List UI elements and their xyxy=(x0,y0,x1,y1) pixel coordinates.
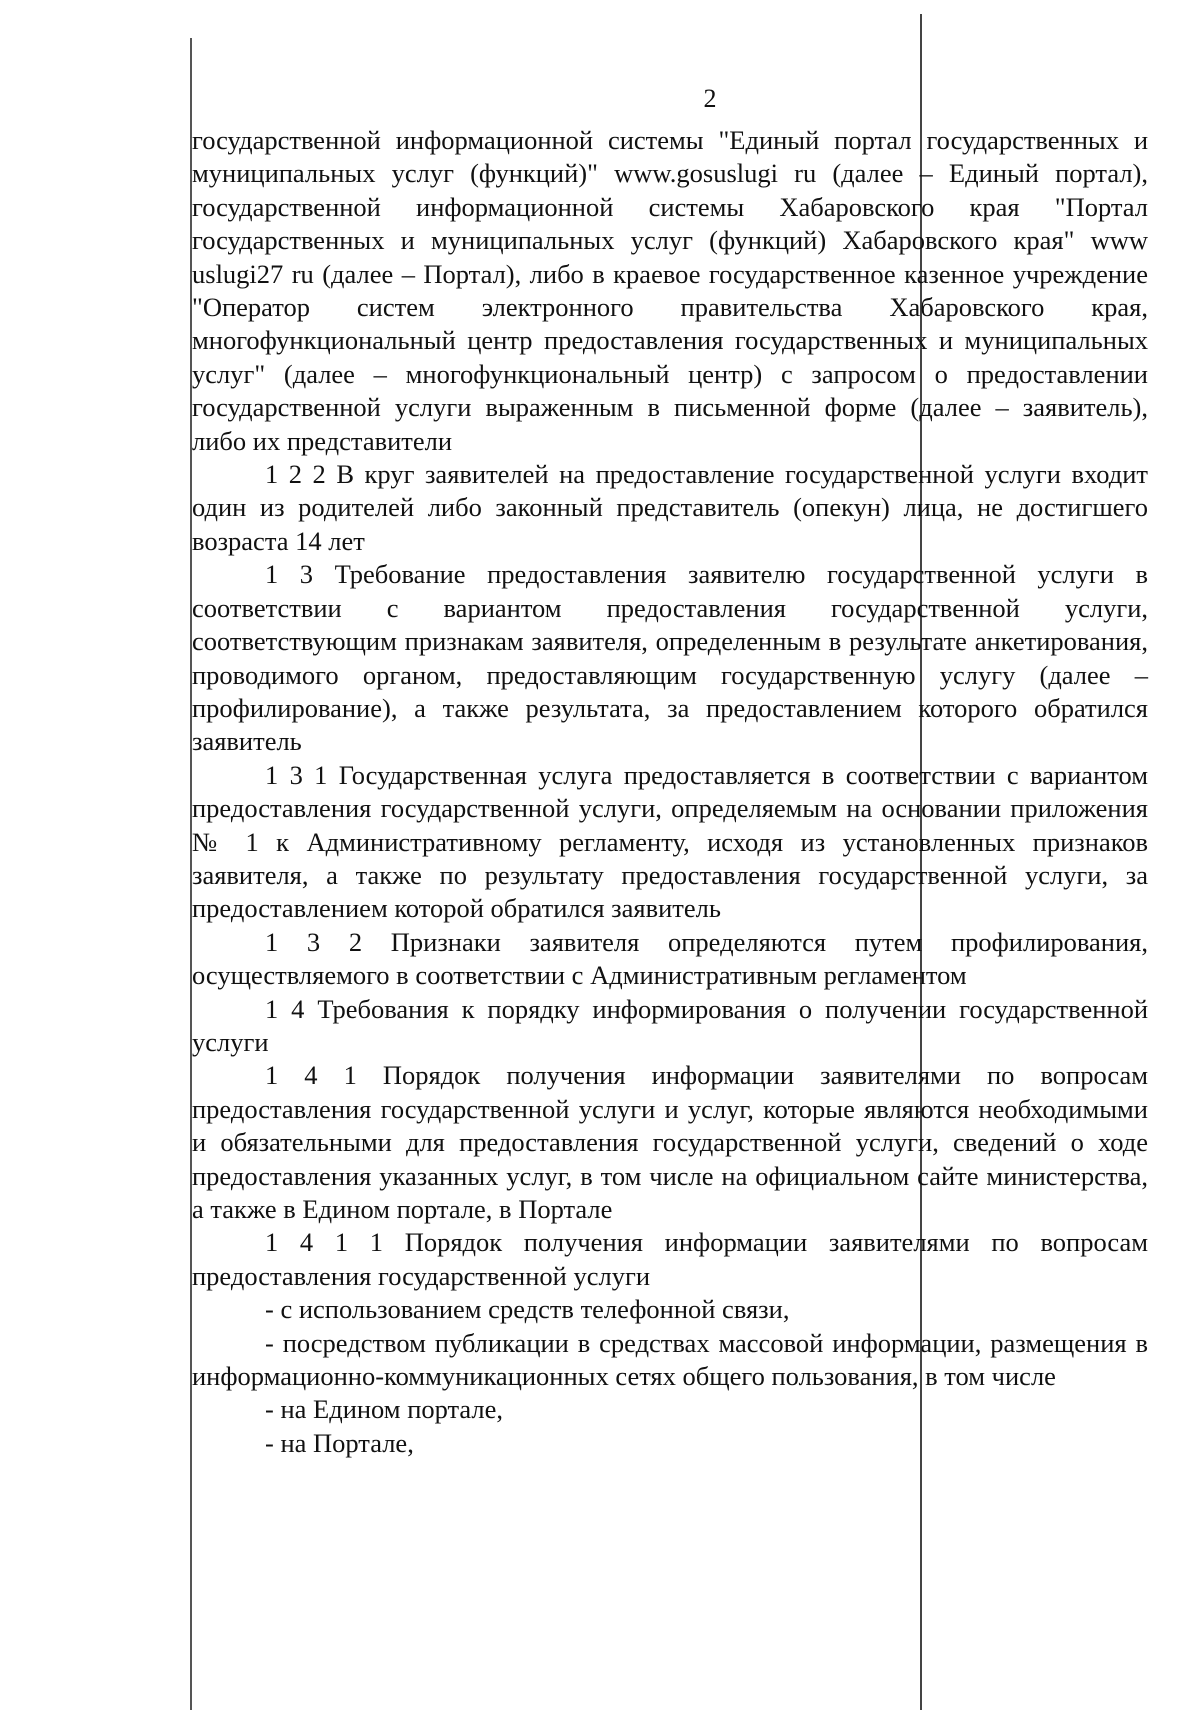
paragraph-1-3-2: 1 3 2 Признаки заявителя определяются путем профилирования, осуществляемого в соответствии с Административным регламентом xyxy=(192,926,1148,991)
paragraph-1-4-1: 1 4 1 Порядок получения информации заявителями по вопросам предоставления государственной услуги и услуг, которые являются необходимыми и обязательными для предоставления государственной услуги, сведений о ходе предоставления указанных услуг, в том числе на официальном сайте министерства, а также в Едином портале, в Портале xyxy=(192,1060,1148,1224)
list-item-portal: - на Портале, xyxy=(265,1427,414,1458)
paragraph-1-3-1: 1 3 1 Государственная услуга предоставляется в соответствии с вариантом предоставления государственной услуги, определяемым на основании приложения № 1 к Административному регламенту, исходя из установленных признаков заявителя, а также по результату предоставления государственной услуги, за предоставлением которой обратился заявитель xyxy=(192,759,1148,924)
list-item-media: - посредством публикации в средствах массовой информации, размещения в информационно-коммуникационных сетях общего пользования, в том числе xyxy=(192,1327,1148,1392)
paragraph-1-3: 1 3 Требование предоставления заявителю государственной услуги в соответствии с вариантом предоставления государственной услуги, соответствующим признакам заявителя, определенным в результате анкетирования, проводимого органом, предоставляющим государственную услугу (далее – профилирование), а также результата, за предоставлением которого обратился заявитель xyxy=(192,559,1148,757)
paragraph-1-2-2: 1 2 2 В круг заявителей на предоставление государственной услуги входит один из родителей либо законный представитель (опекун) лица, не достигшего возраста 14 лет xyxy=(192,459,1148,556)
paragraph-1-4: 1 4 Требования к порядку информирования о получении государственной услуги xyxy=(192,993,1148,1057)
paragraph-intro: государственной информационной системы "Единый портал государственных и муниципальных услуг (функций)" www.gosuslugi ru (далее – Единый портал), государственной информационной системы Хабаровского края "Портал государственных и муниципальных услуг (функций) Хабаровского края" www uslugi27 ru (далее – Портал), либо в краевое государственное казенное учреждение "Оператор систем электронного правительства Хабаровского края, многофункциональный центр предоставления государственных и муниципальных услуг" (далее – многофункциональный центр) с запросом о предоставлении государственной услуги выраженным в письменной форме (далее – заявитель), либо их представители xyxy=(192,125,1148,456)
page-number: 2 xyxy=(703,84,717,113)
document-body xyxy=(192,124,1148,1460)
list-item-unified-portal: - на Едином портале, xyxy=(265,1394,504,1425)
paragraph-1-4-1-1: 1 4 1 1 Порядок получения информации заявителями по вопросам предоставления государственной услуги xyxy=(192,1227,1148,1291)
list-item-phone: - с использованием средств телефонной связи, xyxy=(265,1294,790,1325)
